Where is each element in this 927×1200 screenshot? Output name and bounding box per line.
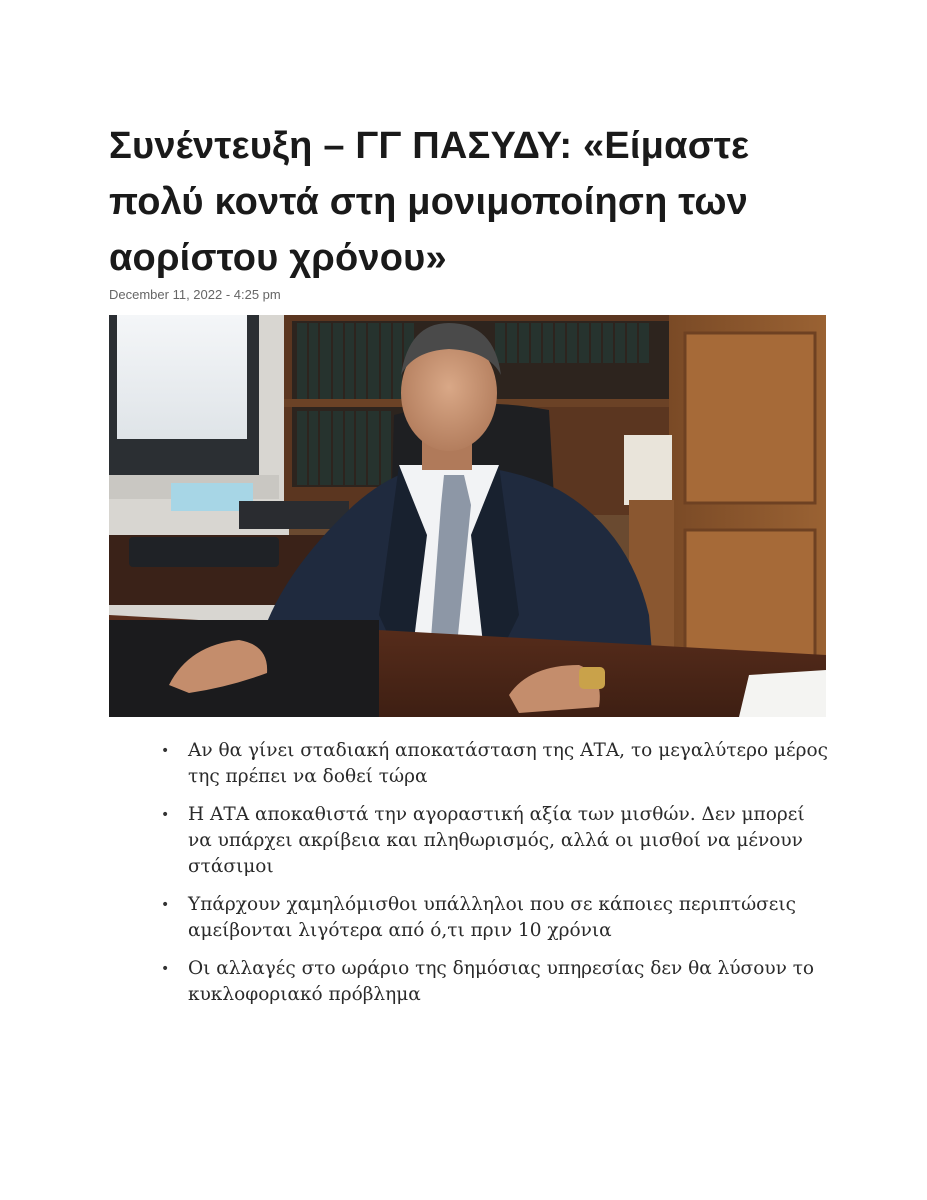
list-item-text: Η ΑΤΑ αποκαθιστά την αγοραστική αξία των μισθών. Δεν μπορεί να υπάρχει ακρίβεια και πληθωρισμός, αλλά οι μισθοί να μένουν στάσιμοι [188,804,805,877]
bullet-marker: • [161,743,170,759]
list-item [109,802,829,880]
bullet-marker: • [161,807,170,823]
office-portrait-illustration [109,315,826,717]
list-item [109,892,829,944]
bullet-marker: • [161,961,170,977]
list-item [109,738,829,790]
list-item [109,956,829,1008]
list-item-text: Αν θα γίνει σταδιακή αποκατάσταση της ΑΤΑ, το μεγαλύτερο μέρος της πρέπει να δοθεί τώρα [188,740,829,787]
list-item-text: Υπάρχουν χαμηλόμισθοι υπάλληλοι που σε κάποιες περιπτώσεις αμείβονται λιγότερα από ό,τι πριν 10 χρόνια [188,894,797,941]
list-item-text: Οι αλλαγές στο ωράριο της δημόσιας υπηρεσίας δεν θα λύσουν το κυκλοφοριακό πρόβλημα [188,958,815,1005]
key-points-list [109,738,829,1020]
article-title: Συνέντευξη – ΓΓ ΠΑΣΥΔΥ: «Είμαστε πολύ κοντά στη μονιμοποίηση των αορίστου χρόνου» [109,125,750,279]
article-date: December 11, 2022 - 4:25 pm [109,287,281,302]
bullet-marker: • [161,897,170,913]
article-photo [109,315,826,717]
